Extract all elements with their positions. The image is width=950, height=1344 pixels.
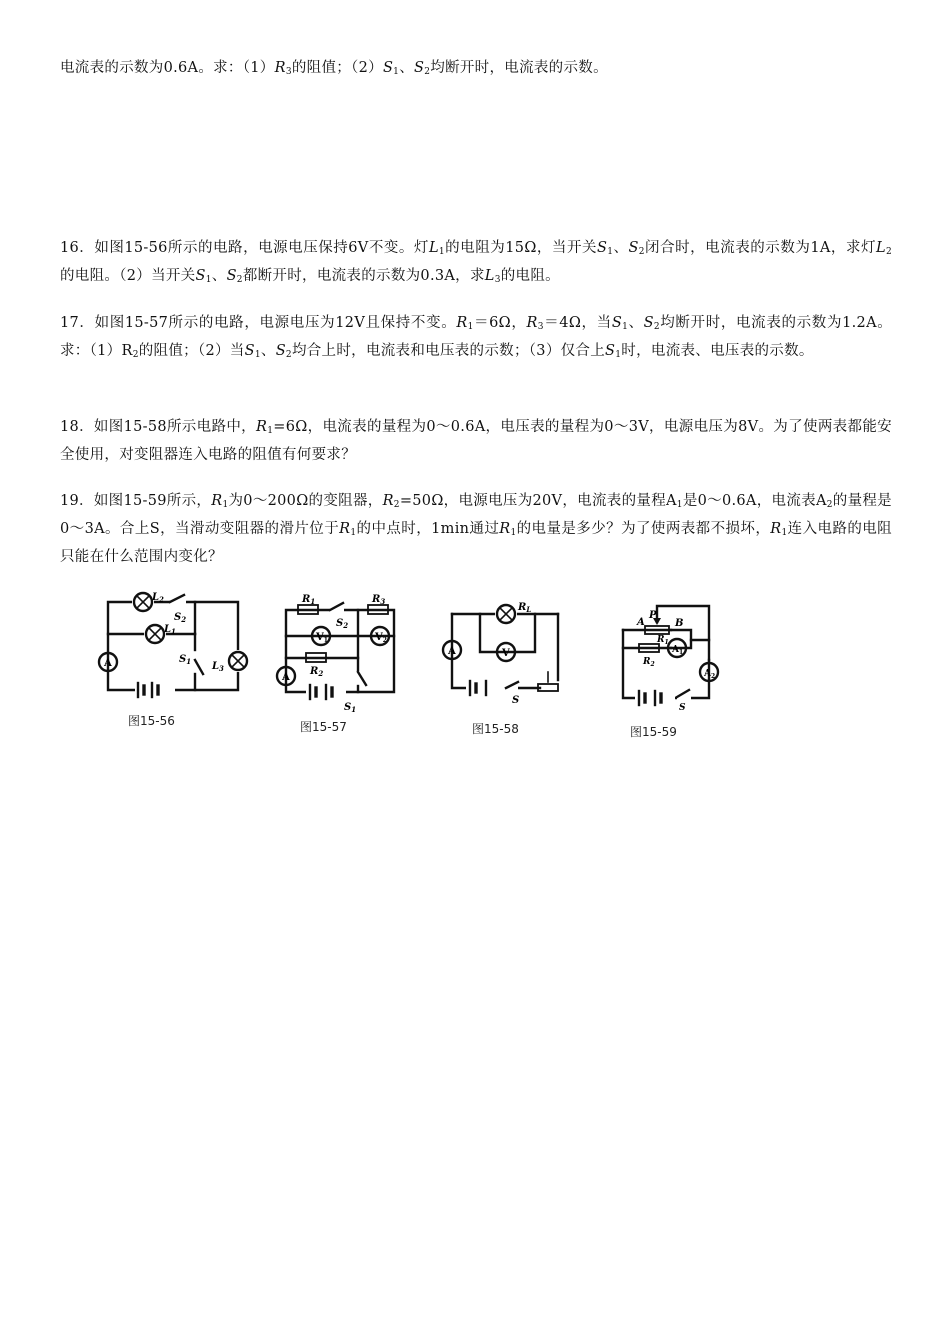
question-15-tail: 电流表的示数为0.6A。求：$(1)R_3$的阻值；$(2)S_1$、$S_2$均断开时，电流表的示数。 bbox=[60, 60, 608, 77]
figure-caption-15-59: 图15-59 bbox=[630, 725, 677, 739]
question-17: 17．如图15-57所示的电路，电源电压为12V且保持不变。$R_1=6\Omega$，$R_3=4\Omega$，当$S_1$、$S_2$均断开时，电流表的示数为1.2A。求：$(1)R_2$的阻值；（2）当$S_1$、$S_2$均合上时，电流表和电压表的示数；（3）仅合上$S_1$时，电流表、电压表的示数。 bbox=[60, 315, 893, 360]
question-16: 16．如图15-56所示的电路，电源电压保持6V不变。灯$L_1$的电阻为15Ω，当开关$S_1$、$S_2$闭合时，电流表的示数为1A，求灯$L_2$的电阻。（2）当开关$S_1$、$S_2$都断开时，电流表的示数为0.3A，求$L_3$的电阻。 bbox=[60, 240, 892, 285]
figure-caption-15-56: 图15-56 bbox=[128, 714, 175, 728]
svg-text:L1: $L_1$ bbox=[164, 624, 176, 636]
svg-text:R1: $R_1$ bbox=[302, 594, 316, 606]
circuit-figure-15-57 bbox=[276, 592, 406, 714]
circuit-figure-15-56 bbox=[100, 590, 250, 700]
svg-text:A: A bbox=[282, 672, 290, 683]
question-19: 19．如图15-59所示，$R_1$为0～200Ω的变阻器，$R_2=50\Omega$，电源电压为20V，电流表的量程$A_1$是0～0.6A，电流表$A_2$的量程是0～3A。合上S，当滑动变阻器的滑片位于$R_1$的中点时，1min通过$R_1$的电量是多少？为了使两表都不损坏，$R_1$连入电路的电阻只能在什么范围内变化？ bbox=[60, 493, 892, 565]
svg-text:A1: $A_1$ bbox=[672, 645, 684, 656]
svg-text:S1: $S_1$ bbox=[179, 654, 192, 666]
circuit-figure-15-59 bbox=[615, 600, 725, 712]
figure-caption-15-57: 图15-57 bbox=[300, 720, 347, 734]
question-18: 18．如图15-58所示电路中，$R_1=6\Omega$，电流表的量程为0～0.6A，电压表的量程为0～3V，电源电压为8V。为了使两表都能安全使用，对变阻器连入电路的阻值有何要求？ bbox=[60, 419, 892, 463]
svg-text:S: S bbox=[512, 695, 520, 706]
svg-text:R2: $R_2$ bbox=[643, 657, 655, 668]
svg-text:S2: $S_2$ bbox=[336, 618, 349, 630]
svg-text:S1: $S_1$ bbox=[344, 702, 357, 714]
svg-text:A: A bbox=[448, 646, 456, 657]
svg-text:A: A bbox=[104, 658, 112, 669]
svg-text:P: P bbox=[649, 610, 657, 621]
svg-text:L2: $L_2$ bbox=[152, 592, 164, 604]
svg-text:S: S bbox=[679, 703, 686, 713]
svg-text:V: V bbox=[502, 648, 510, 659]
svg-text:B: B bbox=[675, 618, 684, 629]
circuit-figure-15-58 bbox=[440, 600, 565, 706]
svg-text:R2: $R_2$ bbox=[310, 666, 324, 678]
svg-text:V1: $V_1$ bbox=[316, 632, 328, 644]
svg-text:RL: $R_L$ bbox=[518, 602, 532, 614]
svg-text:L3: $L_3$ bbox=[212, 661, 224, 673]
svg-text:R3: $R_3$ bbox=[372, 594, 386, 606]
figure-caption-15-58: 图15-58 bbox=[472, 722, 519, 736]
svg-text:S2: $S_2$ bbox=[174, 612, 187, 624]
svg-text:A: A bbox=[637, 617, 645, 628]
svg-text:R1: $R_1$ bbox=[657, 635, 669, 646]
svg-text:V2: $V_2$ bbox=[375, 632, 387, 644]
svg-text:A2: $A_2$ bbox=[704, 669, 716, 680]
